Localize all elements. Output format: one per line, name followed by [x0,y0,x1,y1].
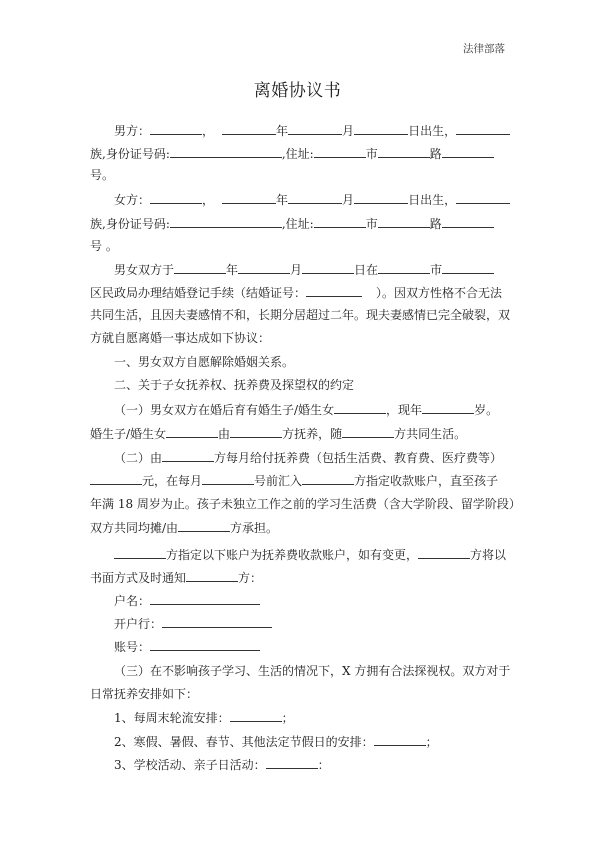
blank-field[interactable] [314,216,366,228]
blank-field[interactable] [378,216,430,228]
text-sub1-2d: 方共同生活。 [394,427,467,441]
text-born: 日出生， [408,193,457,207]
text-end-mark: ； [281,711,294,725]
text-day: 日在 [354,263,379,277]
header-brand: 法律部落 [463,43,505,55]
text-sub2-b: 方每月给付抚养费（包括生活费、教育费、医疗费等） [214,451,503,465]
female-line-2 [90,216,494,231]
sub2-line-3: 年满 18 周岁为止。孩子未独立工作之前的学习生活费（含大学阶段、留学阶段） [90,497,521,511]
account-line-1 [114,547,506,562]
clause-2: 二、关于子女抚养权、抚养费及探望权的约定 [114,378,355,392]
blank-field[interactable] [162,450,214,462]
blank-field[interactable] [354,192,408,204]
sub3-item-3 [114,757,330,772]
blank-field[interactable] [378,262,430,274]
blank-field[interactable] [306,285,362,297]
sub3-item-1 [114,710,294,725]
male-label: 男方： [114,124,151,138]
blank-field[interactable] [288,192,342,204]
blank-field[interactable] [230,426,282,438]
text-ethnic: 族,身份证号码: [90,217,170,231]
male-line-2 [90,146,494,161]
text-marriage-a: 男女双方于 [114,263,175,277]
blank-field[interactable] [456,123,510,135]
sub2-line-4 [90,520,278,535]
text-end-mark: ； [425,735,438,749]
blank-field[interactable] [90,473,142,485]
blank-field[interactable] [230,710,282,722]
blank-field[interactable] [222,192,276,204]
account-number-label: 账号： [114,640,151,654]
blank-field[interactable] [442,146,494,158]
female-label: 女方： [114,193,151,207]
sub2-line-2 [90,473,498,488]
text-road: 路 [429,217,442,231]
marriage-line-2 [90,285,502,300]
blank-field[interactable] [442,216,494,228]
blank-field[interactable] [378,146,430,158]
account-name-field[interactable] [150,593,260,605]
blank-field[interactable] [342,426,394,438]
blank-field[interactable] [314,146,366,158]
blank-field[interactable] [202,473,254,485]
blank-field[interactable] [150,123,202,135]
text-month: 月 [290,263,303,277]
sub3-line-1: （三）在不影响孩子学习、生活的情况下，X 方拥有合法探视权。双方对于 [114,664,511,678]
sub3-item-1-label: 1、每周末轮流安排： [114,711,230,725]
text-year: 年 [276,193,289,207]
text-sub2-4b: 方承担。 [230,521,279,535]
account-number-field[interactable] [150,639,260,651]
text-marriage-2b: ）。因双方性格不合无法 [376,286,503,300]
blank-field[interactable] [166,426,218,438]
text-month: 月 [342,193,355,207]
text-born: 日出生， [408,124,457,138]
blank-field[interactable] [354,123,408,135]
sub2-line-1 [114,450,502,465]
female-line-3: 号 。 [90,239,118,253]
text-year: 年 [276,124,289,138]
marriage-line-4: 方就自愿离婚一事达成如下协议： [90,331,271,345]
sub3-item-2-label: 2、寒假、暑假、春节、其他法定节假日的安排： [114,735,374,749]
text-account-2b: 方： [238,571,263,585]
text-marriage-2a: 区民政局办理结婚登记手续（结婚证号： [90,286,307,300]
sub3-item-2 [114,734,438,749]
text-ethnic: 族,身份证号码: [90,147,170,161]
sub1-line-1 [114,402,498,417]
marriage-line-1 [114,262,494,277]
text-road: 路 [429,147,442,161]
blank-field[interactable] [186,570,238,582]
text-sub2-2a: 元，在每月 [142,474,203,488]
text-sub2-2c: 方指定收款账户，直至孩子 [354,474,499,488]
male-line-1 [114,123,510,138]
text-account-b: 方将以 [470,548,507,562]
blank-field[interactable] [334,402,386,414]
account-bank-line [114,616,272,631]
text-month: 月 [342,124,355,138]
marriage-line-3: 共同生活，且因夫妻感情不和，长期分居超过二年。现夫妻感情已完全破裂，双 [90,308,511,322]
text-year: 年 [226,263,239,277]
text-sub1-a: （一）男女双方在婚后育有婚生子/婚生女 [114,403,335,417]
blank-field[interactable] [170,216,282,228]
text-address: ,住址: [281,147,314,161]
blank-field[interactable] [422,402,474,414]
text-sub1-2c: 方抚养，随 [282,427,343,441]
sub3-item-3-label: 3、学校活动、亲子日活动： [114,758,266,772]
text-city: 市 [365,147,378,161]
blank-field[interactable] [418,547,470,559]
male-line-3: 号。 [90,168,115,182]
account-bank-field[interactable] [162,616,272,628]
text-city: 市 [430,263,443,277]
blank-field[interactable] [174,262,226,274]
clause-1: 一、男女双方自愿解除婚姻关系。 [114,355,295,369]
account-name-line [114,593,260,608]
sub3-line-2: 日常抚养安排如下： [90,687,199,701]
blank-field[interactable] [442,262,494,274]
text-account-a: 方指定以下账户为抚养费收款账户，如有变更， [166,548,419,562]
text-sep: ， [202,193,215,207]
blank-field[interactable] [288,123,342,135]
text-sep: ， [202,124,215,138]
blank-field[interactable] [222,123,276,135]
sub1-line-2 [90,426,466,441]
account-bank-label: 开户行： [114,617,163,631]
blank-field[interactable] [302,262,354,274]
text-sub2-4a: 双方共同均摊/由 [90,521,179,535]
text-account-2a: 书面方式及时通知 [90,571,187,585]
document-title: 离婚协议书 [253,81,342,101]
blank-field[interactable] [456,192,510,204]
blank-field[interactable] [302,473,354,485]
blank-field[interactable] [238,262,290,274]
account-number-line [114,639,260,654]
text-sub1-2a: 婚生子/婚生女 [90,427,167,441]
text-address: ,住址: [281,217,314,231]
blank-field[interactable] [178,520,230,532]
female-line-1 [114,192,510,207]
blank-field[interactable] [114,547,166,559]
account-name-label: 户名： [114,594,151,608]
blank-field[interactable] [150,192,202,204]
blank-field[interactable] [266,757,318,769]
blank-field[interactable] [374,734,426,746]
text-sub2-2b: 号前汇入 [254,474,303,488]
text-sub1-b: ，现年 [386,403,423,417]
text-sub1-2b: 由 [218,427,231,441]
text-sub2-a: （二）由 [114,451,163,465]
text-end-mark: ： [317,758,330,772]
blank-field[interactable] [170,146,282,158]
account-line-2 [90,570,262,585]
text-city: 市 [365,217,378,231]
text-sub1-c: 岁。 [474,403,499,417]
